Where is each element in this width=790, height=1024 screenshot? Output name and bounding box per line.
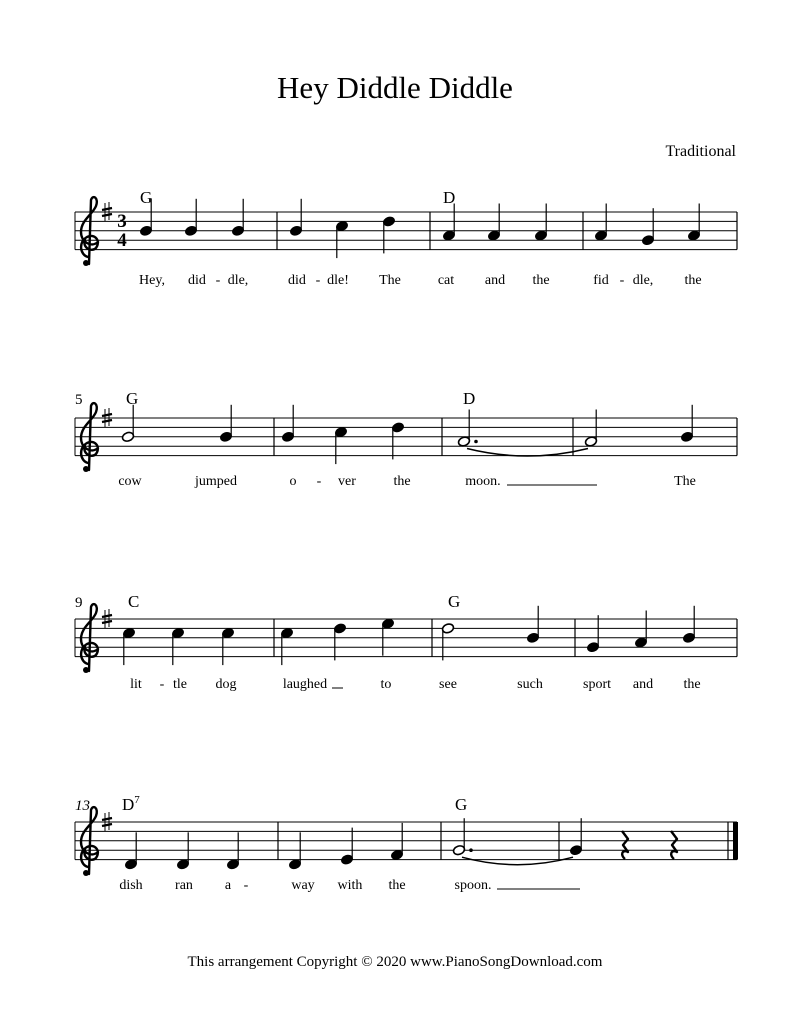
augmentation-dot [469, 848, 473, 852]
measure-number: 13 [75, 798, 90, 814]
chord-symbol: D [463, 389, 476, 408]
chord-symbol: G [455, 795, 468, 814]
chord-symbol: C [128, 592, 140, 611]
chord-symbol: D [443, 188, 456, 207]
lyric-syllable: the [532, 273, 550, 288]
lyric-hyphen: - [619, 273, 625, 288]
sharp-bar [102, 615, 112, 617]
staff-system [75, 794, 738, 893]
lyric-syllable: spoon. [454, 878, 492, 893]
lyric-syllable: sport [583, 677, 611, 692]
lyric-syllable: lit [130, 677, 142, 692]
lyric-syllable: ran [175, 878, 193, 893]
measure-number: 5 [75, 392, 83, 408]
lyric-syllable: Hey, [139, 273, 165, 288]
lyric-syllable: dle! [327, 273, 349, 288]
lyric-syllable: The [674, 474, 696, 489]
staff-system [75, 592, 737, 692]
lyric-syllable: did [288, 273, 306, 288]
chord-symbol: G [448, 592, 461, 611]
lyric-syllable: jumped [195, 474, 237, 489]
lyric-hyphen: - [215, 273, 221, 288]
measure-number: 9 [75, 595, 83, 611]
lyric-syllable: dle, [227, 273, 249, 288]
sharp-bar [102, 208, 112, 210]
clef-tail-dot [83, 870, 89, 876]
lyric-syllable: dish [119, 878, 143, 893]
lyric-syllable: see [439, 677, 457, 692]
lyric-syllable: to [380, 677, 392, 692]
sharp-bar [102, 214, 112, 216]
lyric-syllable: with [337, 878, 363, 893]
lyric-syllable: cow [118, 474, 142, 489]
lyric-syllable: and [632, 677, 654, 692]
sharp-bar [102, 414, 112, 416]
chord-symbol: G [126, 389, 139, 408]
lyric-syllable: tle [173, 677, 187, 692]
sharp-bar [102, 824, 112, 826]
lyric-hyphen: - [315, 273, 321, 288]
sharp-bar [102, 818, 112, 820]
lyric-syllable: o [289, 474, 297, 489]
chord-superscript: 7 [134, 794, 140, 806]
lyric-syllable: The [379, 273, 401, 288]
lyric-syllable: dle, [632, 273, 654, 288]
lyric-syllable: dog [215, 677, 237, 692]
lyric-syllable: way [291, 878, 315, 893]
composer-credit: Traditional [665, 143, 736, 160]
tie-arc [467, 449, 588, 457]
augmentation-dot [474, 440, 478, 444]
lyric-syllable: moon. [465, 474, 501, 489]
lyric-syllable: the [683, 677, 701, 692]
lyric-syllable: and [484, 273, 506, 288]
time-signature-bottom: 4 [117, 230, 127, 251]
chord-symbol: $D^7$ [122, 794, 140, 814]
lyric-syllable: a [224, 878, 232, 893]
quarter-rest-icon [622, 831, 628, 859]
staff-system [75, 188, 737, 288]
sharp-bar [102, 621, 112, 623]
lyric-syllable: the [684, 273, 702, 288]
lyric-syllable: did [188, 273, 206, 288]
staff-system [75, 389, 737, 489]
clef-tail-dot [83, 667, 89, 673]
lyric-syllable: fid [593, 273, 609, 288]
lyric-syllable: ver [338, 474, 356, 489]
lyric-syllable: the [393, 474, 411, 489]
lyric-syllable: such [517, 677, 543, 692]
sharp-bar [102, 420, 112, 422]
page-title: Hey Diddle Diddle [277, 70, 513, 105]
lyric-syllable: laughed [282, 677, 328, 692]
quarter-rest-icon [671, 831, 677, 859]
tie-arc [462, 857, 573, 865]
lyric-syllable: cat [437, 273, 455, 288]
lyric-hyphen: - [159, 677, 165, 692]
final-bar-thick [733, 822, 738, 860]
clef-tail-dot [83, 466, 89, 472]
clef-tail-dot [83, 260, 89, 266]
lyric-syllable: the [388, 878, 406, 893]
lyric-hyphen: - [243, 878, 249, 893]
copyright-footer: This arrangement Copyright © 2020 www.PianoSongDownload.com [187, 954, 603, 970]
lyric-hyphen: - [316, 474, 322, 489]
chord-symbol: G [140, 188, 153, 207]
time-signature-top: 3 [117, 211, 127, 232]
